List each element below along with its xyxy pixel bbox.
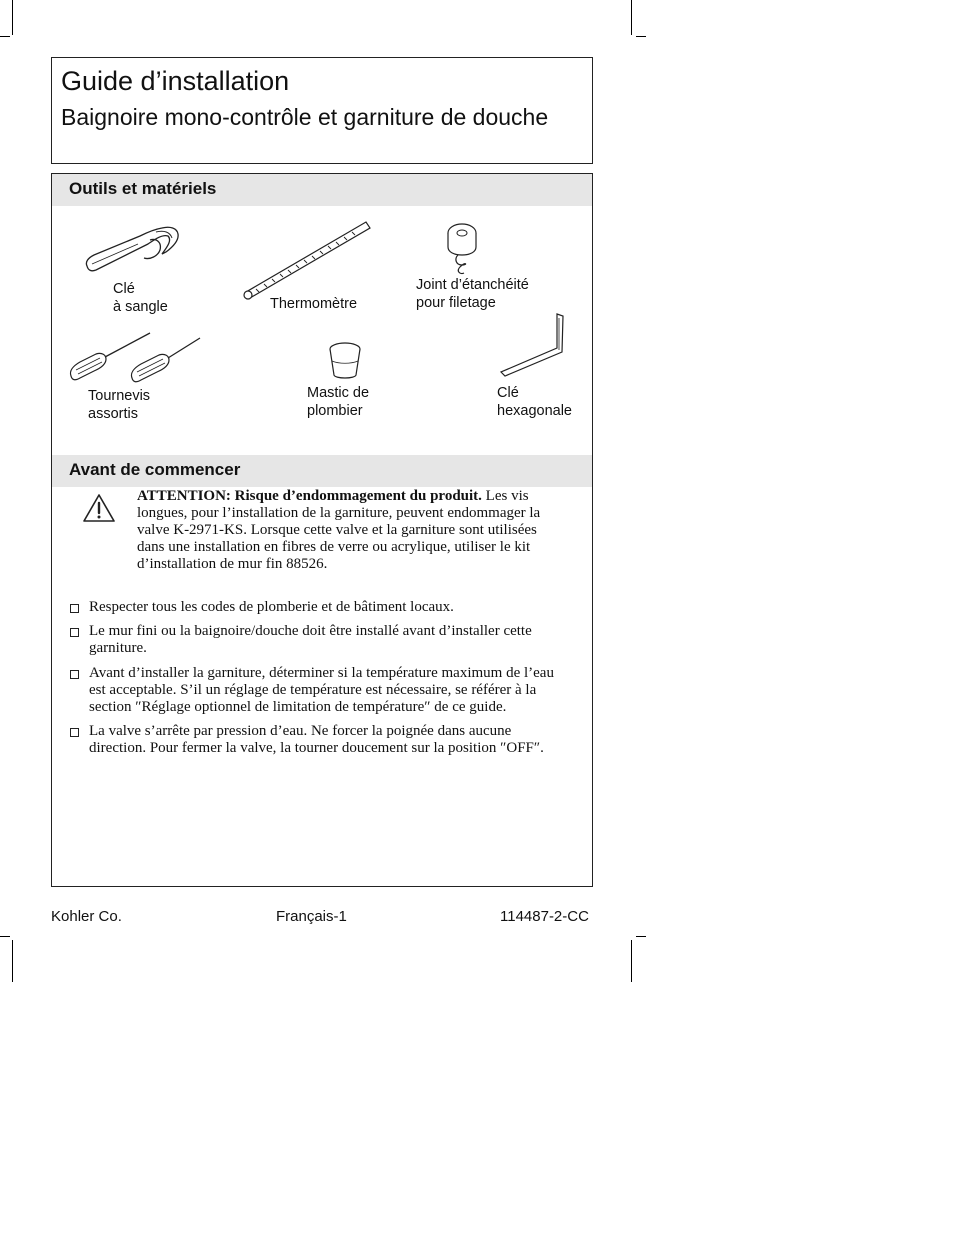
hex-key-icon [497, 312, 567, 382]
tool-label-screwdrivers: Tournevis assortis [88, 388, 151, 422]
checkbox-square-icon [70, 670, 79, 679]
before-section-header [52, 455, 592, 487]
list-item: Respecter tous les codes de plomberie et de bâtiment locaux. [70, 599, 560, 616]
strap-wrench-icon [82, 218, 187, 278]
crop-mark [0, 936, 10, 937]
crop-mark [636, 936, 646, 937]
footer-page-number: Français-1 [276, 908, 347, 925]
content-box [51, 173, 593, 887]
checkbox-square-icon [70, 628, 79, 637]
caution-notice [137, 488, 562, 573]
crop-mark [631, 0, 632, 35]
crop-mark [636, 36, 646, 37]
crop-mark [12, 940, 13, 982]
footer-company: Kohler Co. [51, 908, 122, 925]
thermometer-icon [242, 218, 374, 300]
tool-label-hex-key: Clé hexagonale [497, 385, 572, 419]
thread-sealant-tape-icon [444, 221, 480, 275]
tool-label-thermometer: Thermomètre [270, 296, 358, 312]
footer-doc-number: 114487-2-CC [500, 908, 589, 925]
plumbers-putty-icon [327, 341, 363, 381]
screwdrivers-icon [68, 328, 204, 388]
tool-label-strap-wrench: Clé à sangle [113, 281, 168, 315]
before-section-heading: Avant de commencer [69, 460, 241, 479]
caution-heading: ATTENTION: Risque d’endommagement du produit. [137, 488, 482, 504]
checkbox-square-icon [70, 728, 79, 737]
caution-body: Les vis longues, pour l’installation de la garniture, peuvent endommager la valve K-2971-KS. Lorsque cette valve et la garniture sont utilisées dans une installation en fibres de verre ou acrylique, utiliser le kit d’installation de mur fin 88526. [137, 488, 541, 572]
crop-mark [631, 940, 632, 982]
title-box [51, 57, 593, 164]
checkbox-square-icon [70, 604, 79, 613]
checklist [70, 599, 560, 765]
warning-icon [82, 493, 116, 523]
tool-label-thread-sealant: Joint d’étanchéité pour filetage [416, 277, 529, 311]
list-item: Le mur fini ou la baignoire/douche doit être installé avant d’installer cette garniture. [70, 623, 560, 657]
crop-mark [12, 0, 13, 35]
page-title: Guide d’installation [61, 66, 290, 96]
tools-section-header [52, 174, 592, 206]
list-item: Avant d’installer la garniture, déterminer si la température maximum de l’eau est acceptable. S’il un réglage de température est nécessaire, se référer à la section ″Réglage optionnel de limitation de température″ de ce guide. [70, 665, 560, 717]
crop-mark [0, 36, 10, 37]
page-subtitle: Baignoire mono-contrôle et garniture de douche [61, 104, 549, 130]
tools-section-heading: Outils et matériels [69, 179, 217, 198]
list-item: La valve s’arrête par pression d’eau. Ne forcer la poignée dans aucune direction. Pour fermer la valve, la tourner doucement sur la position ″OFF″. [70, 723, 560, 757]
tool-label-plumbers-putty: Mastic de plombier [307, 385, 370, 419]
